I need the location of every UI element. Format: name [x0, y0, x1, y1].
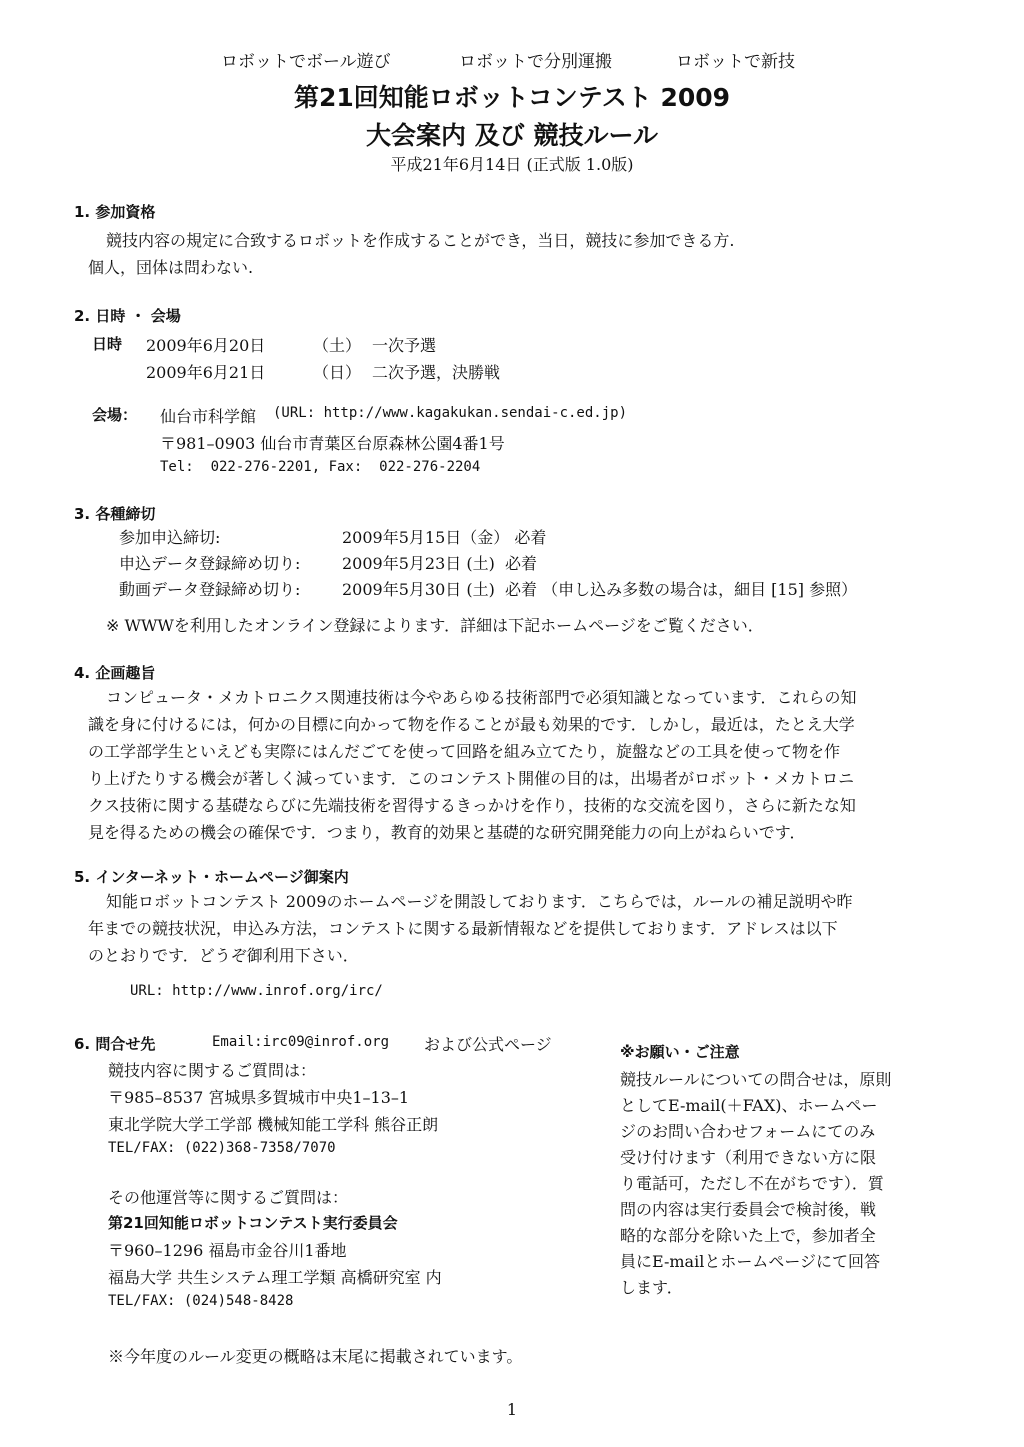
- deadline-label: 申込データ登録締め切り:: [119, 554, 301, 573]
- venue-url: (URL: http://www.kagakukan.sendai-c.ed.jp): [273, 405, 628, 421]
- notice-line: 競技ルールについての問合せは，原則: [620, 1070, 892, 1089]
- tagline-2: ロボットで分別運搬: [459, 52, 612, 72]
- section-heading: 2. 日時 ・ 会場: [74, 307, 181, 325]
- section-heading: 1. 参加資格: [74, 203, 156, 221]
- section-heading: 3. 各種締切: [74, 505, 156, 523]
- paragraph-line: 年までの競技状況，申込み方法，コンテストに関する最新情報などを提供しております．アドレスは以下: [88, 919, 838, 938]
- event-day: （日）: [313, 363, 362, 382]
- contact-email[interactable]: Email:irc09@inrof.org: [212, 1034, 390, 1050]
- document-date: 平成21年6月14日 (正式版 1.0版): [390, 155, 634, 174]
- venue-address: 〒981–0903 仙台市青葉区台原森林公園4番1号: [160, 434, 505, 453]
- event-name: 一次予選: [372, 336, 437, 355]
- paragraph-line: 見を得るための機会の確保です．つまり，教育的効果と基礎的な研究開発能力の向上がねらいです．: [88, 823, 806, 842]
- tech-contact-org: 東北学院大学工学部 機械知能工学科 熊谷正朗: [108, 1115, 439, 1134]
- paragraph-line: り上げたりする機会が著しく減っています．このコンテスト開催の目的は，出場者がロボット・メカトロニ: [88, 769, 855, 788]
- paragraph-line: コンピュータ・メカトロニクス関連技術は今やあらゆる技術部門で必須知識となっています．これらの知: [106, 688, 857, 707]
- contact-email-suffix: および公式ページ: [424, 1035, 552, 1054]
- notice-line: ジのお問い合わせフォームにてのみ: [620, 1122, 876, 1141]
- paragraph-line: の工学部学生といえども実際にはんだごてを使って回路を組み立てたり，旋盤などの工具を使って物を作: [88, 742, 841, 761]
- notice-line: します．: [620, 1278, 683, 1297]
- paragraph-line: クス技術に関する基礎ならびに先端技術を習得するきっかけを作り，技術的な交流を図り，さらに新たな知: [88, 796, 856, 815]
- notice-line: 員にE-mailとホームページにて回答: [620, 1252, 881, 1271]
- event-name: 二次予選，決勝戦: [372, 363, 501, 382]
- venue-tel-fax: Tel: 022-276-2201, Fax: 022-276-2204: [160, 459, 481, 475]
- deadline-label: 参加申込締切:: [119, 528, 221, 547]
- event-day: （土）: [313, 336, 362, 355]
- ops-contact-tel: TEL/FAX: (024)548-8428: [108, 1293, 294, 1309]
- notice-line: 問の内容は実行委員会で検討後，戦: [620, 1200, 877, 1219]
- section-heading: 4. 企画趣旨: [74, 664, 156, 682]
- document-subtitle: 大会案内 及び 競技ルール: [366, 121, 658, 150]
- tagline-3: ロボットで新技: [676, 52, 795, 72]
- notice-line: 略的な部分を除いた上で，参加者全: [620, 1226, 876, 1245]
- paragraph-line: 個人，団体は問わない.: [88, 258, 254, 277]
- tech-contact-address: 〒985–8537 宮城県多賀城市中央1–13–1: [108, 1088, 410, 1107]
- paragraph-line: のとおりです．どうぞ御利用下さい．: [88, 946, 359, 965]
- paragraph-line: 知能ロボットコンテスト 2009のホームページを開設しております．こちらでは，ルールの補足説明や昨: [106, 892, 853, 911]
- tagline-1: ロボットでボール遊び: [221, 52, 391, 72]
- tech-contact-tel: TEL/FAX: (022)368-7358/7070: [108, 1140, 336, 1156]
- document-title: 第21回知能ロボットコンテスト 2009: [293, 83, 731, 112]
- venue-name: 仙台市科学館: [160, 407, 257, 426]
- deadline-value: 2009年5月15日（金） 必着: [342, 528, 547, 547]
- ops-contact-intro: その他運営等に関するご質問は：: [108, 1188, 349, 1207]
- event-date: 2009年6月20日: [146, 336, 266, 355]
- homepage-url[interactable]: URL: http://www.inrof.org/irc/: [130, 983, 383, 999]
- section-heading: 6. 問合せ先: [74, 1035, 156, 1053]
- paragraph-line: 競技内容の規定に合致するロボットを作成することができ，当日，競技に参加できる方.: [106, 231, 735, 250]
- ops-contact-org: 福島大学 共生システム理工学類 高橋研究室 内: [108, 1268, 442, 1287]
- deadline-label: 動画データ登録締め切り:: [119, 580, 301, 599]
- page-number: 1: [506, 1400, 518, 1419]
- notice-line: としてE-mail(＋FAX)、ホームペー: [620, 1096, 878, 1115]
- ops-contact-address: 〒960–1296 福島市金谷川1番地: [108, 1241, 347, 1260]
- deadline-value: 2009年5月30日 (土) 必着 （申し込み多数の場合は，細目 [15] 参照）: [342, 580, 858, 599]
- tech-contact-intro: 競技内容に関するご質問は：: [108, 1061, 317, 1080]
- ops-contact-committee: 第21回知能ロボットコンテスト実行委員会: [108, 1214, 398, 1232]
- notice-line: 受け付けます（利用できない方に限: [620, 1148, 877, 1167]
- deadline-note: ※ WWWを利用したオンライン登録によります．詳細は下記ホームページをご覧ください．: [106, 616, 764, 635]
- deadline-value: 2009年5月23日 (土) 必着: [342, 554, 538, 573]
- paragraph-line: 識を身に付けるには，何かの目標に向かって物を作ることが最も効果的です．しかし，最近は，たとえ大学: [88, 715, 855, 734]
- event-date: 2009年6月21日: [146, 363, 266, 382]
- notice-line: り電話可，ただし不在がちです）．質: [620, 1174, 884, 1193]
- venue-label: 会場：: [92, 406, 138, 424]
- datetime-label: 日時: [92, 335, 123, 353]
- section-heading: 5. インターネット・ホームページ御案内: [74, 868, 349, 886]
- notice-title: ※お願い・ご注意: [620, 1043, 740, 1061]
- rule-change-note: ※今年度のルール変更の概略は末尾に掲載されています。: [108, 1347, 523, 1366]
